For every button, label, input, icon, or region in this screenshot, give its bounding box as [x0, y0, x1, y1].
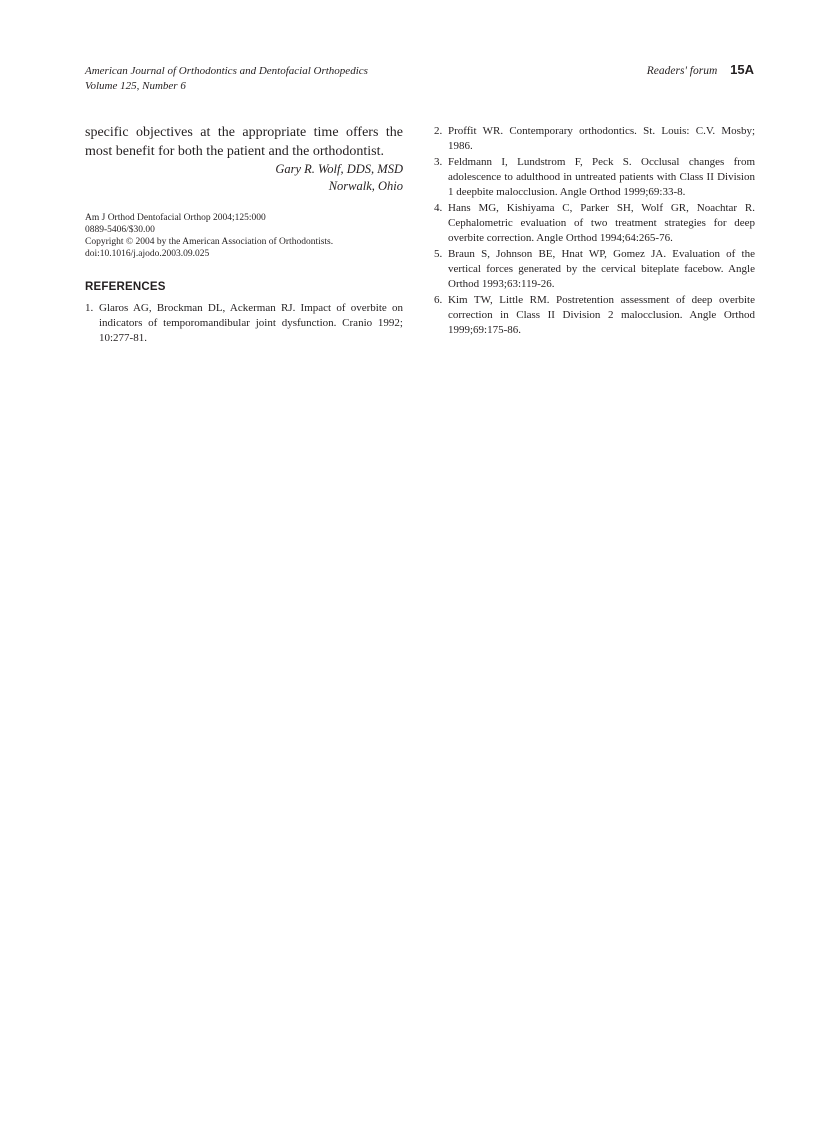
section-title: Readers' forum — [646, 65, 718, 77]
journal-reference: Am J Orthod Dentofacial Orthop 2004;125:000 — [85, 213, 266, 223]
reference-item — [85, 301, 403, 346]
journal-title: American Journal of Orthodontics and Dentofacial Orthopedics — [85, 65, 368, 77]
reference-number: 4. — [434, 202, 443, 214]
author-location: Norwalk, Ohio — [328, 179, 403, 193]
page-number: 15A — [730, 62, 754, 77]
right-column — [434, 124, 755, 339]
running-header-left — [85, 64, 368, 93]
volume-info: Volume 125, Number 6 — [85, 79, 186, 92]
reference-list-right — [434, 124, 755, 338]
reference-text: Braun S, Johnson BE, Hnat WP, Gomez JA. Evaluation of the vertical forces generated by the cervical biteplate facebow. Angle Orthod 1993;63:119-26. — [448, 248, 755, 290]
reference-text: Proffit WR. Contemporary orthodontics. St. Louis: C.V. Mosby; 1986. — [448, 125, 755, 152]
reference-list-left — [85, 301, 403, 346]
author-signature: Gary R. Wolf, DDS, MSD — [275, 162, 403, 176]
reference-text: Glaros AG, Brockman DL, Ackerman RJ. Impact of overbite on indicators of temporomandibular joint dysfunction. Cranio 1992; 10:277-81. — [99, 302, 403, 344]
reference-item — [434, 293, 755, 338]
reference-text: Hans MG, Kishiyama C, Parker SH, Wolf GR, Noachtar R. Cephalometric evaluation of two treatment strategies for deep overbite correction. Angle Orthod 1994;64:265-76. — [448, 202, 755, 244]
reference-text: Feldmann I, Lundstrom F, Peck S. Occlusal changes from adolescence to adulthood in untreated patients with Class II Division 1 deepbite malocclusion. Angle Orthod 1999;69:33-8. — [448, 156, 755, 198]
citation-block — [85, 212, 403, 260]
copyright-notice: Copyright © 2004 by the American Association of Orthodontists. — [85, 237, 334, 247]
reference-item — [434, 201, 755, 246]
reference-number: 1. — [85, 302, 94, 314]
doi: doi:10.1016/j.ajodo.2003.09.025 — [85, 249, 210, 259]
reference-item — [434, 247, 755, 292]
reference-text: Kim TW, Little RM. Postretention assessment of deep overbite correction in Class II Division 2 malocclusion. Angle Orthod 1999;69:175-86. — [448, 294, 755, 336]
reference-number: 3. — [434, 156, 443, 168]
letter-closing-text: specific objectives at the appropriate time offers the most benefit for both the patient and the orthodontist. — [85, 125, 403, 159]
running-header-right — [647, 62, 754, 77]
references-heading: REFERENCES — [85, 281, 166, 293]
reference-item — [434, 155, 755, 200]
left-column — [85, 124, 403, 347]
issn-price: 0889-5406/$30.00 — [85, 225, 155, 235]
reference-number: 5. — [434, 248, 443, 260]
reference-number: 2. — [434, 125, 443, 137]
reference-number: 6. — [434, 294, 443, 306]
reference-item — [434, 124, 755, 154]
